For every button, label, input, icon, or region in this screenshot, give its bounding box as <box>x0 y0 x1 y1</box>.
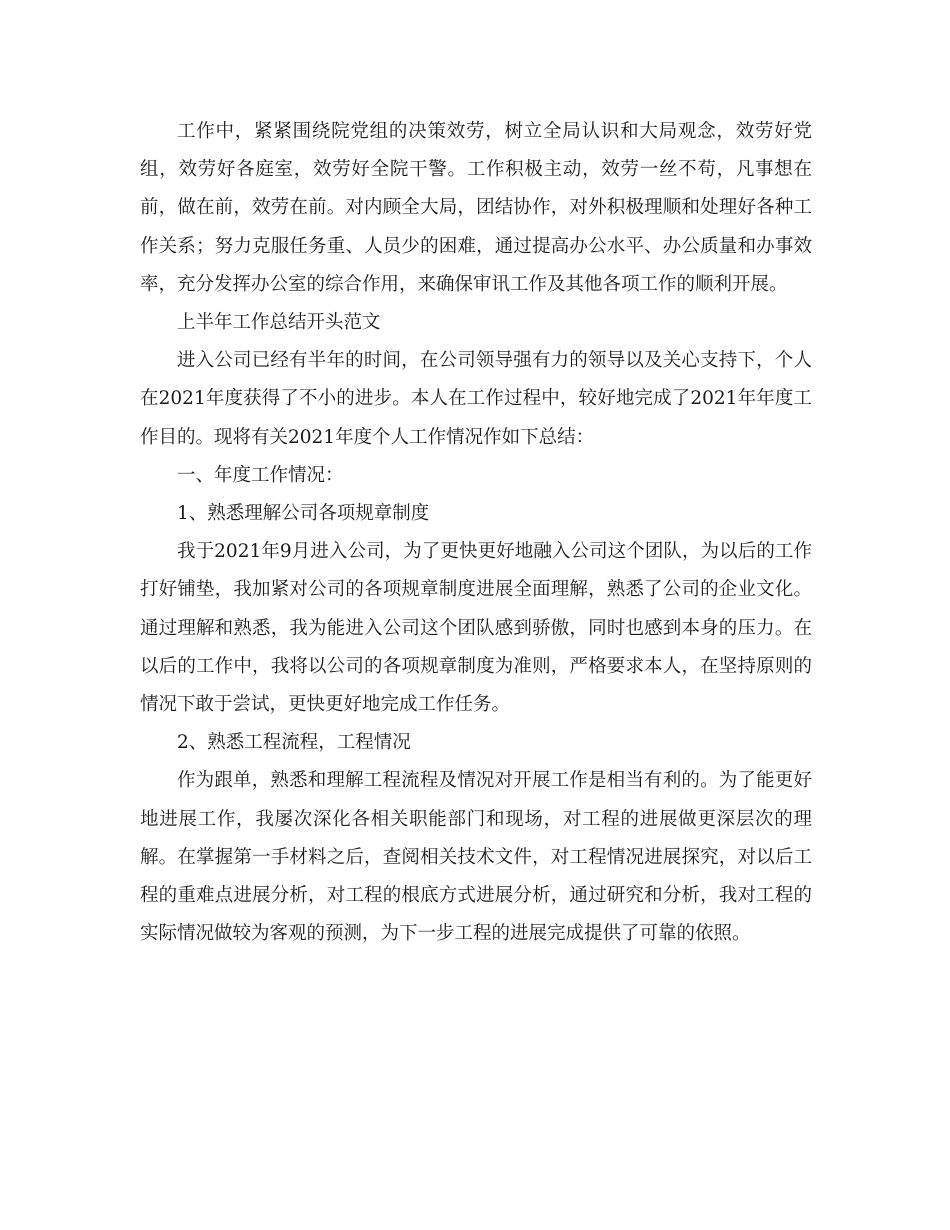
paragraph-item-2: 作为跟单，熟悉和理解工程流程及情况对开展工作是相当有利的。为了能更好地进展工作，我屡次深化各相关职能部门和现场，对工程的进展做更深层次的理解。在掌握第一手材料之后，查阅相关技术文件，对工程情况进展探究，对以后工程的重难点进展分析，对工程的根底方式进展分析，通过研究和分析，我对工程的实际情况做较为客观的预测，为下一步工程的进展完成提供了可靠的依照。 <box>140 770 812 945</box>
paragraph-intro: 工作中，紧紧围绕院党组的决策效劳，树立全局认识和大局观念，效劳好党组，效劳好各庭室，效劳好全院干警。工作积极主动，效劳一丝不苟，凡事想在前，做在前，效劳在前。对内顾全大局，团结协作，对外积极理顺和处理好各种工作关系；努力克服任务重、人员少的困难，通过提高办公水平、办公质量和办事效率，充分发挥办公室的综合作用，来确保审讯工作及其他各项工作的顺利开展。 <box>140 121 812 295</box>
section-title: 上半年工作总结开头范文 <box>177 312 381 334</box>
heading-item-2: 2、熟悉工程流程，工程情况 <box>177 732 411 754</box>
heading-annual-work: 一、年度工作情况： <box>177 464 344 486</box>
paragraph-item-1: 我于2021年9月进入公司，为了更快更好地融入公司这个团队，为以后的工作打好铺垫，我加紧对公司的各项规章制度进展全面理解，熟悉了公司的企业文化。通过理解和熟悉，我为能进入公司这个团队感到骄傲，同时也感到本身的压力。在以后的工作中，我将以公司的各项规章制度为准则，严格要求本人，在坚持原则的情况下敢于尝试，更快更好地完成工作任务。 <box>140 541 812 716</box>
paragraph-summary: 进入公司已经有半年的时间，在公司领导强有力的领导以及关心支持下，个人在2021年度获得了不小的进步。本人在工作过程中，较好地完成了2021年年度工作目的。现将有关2021年度个人工作情况作如下总结： <box>140 350 812 448</box>
heading-item-1: 1、熟悉理解公司各项规章制度 <box>177 503 430 525</box>
document-body <box>140 113 812 953</box>
